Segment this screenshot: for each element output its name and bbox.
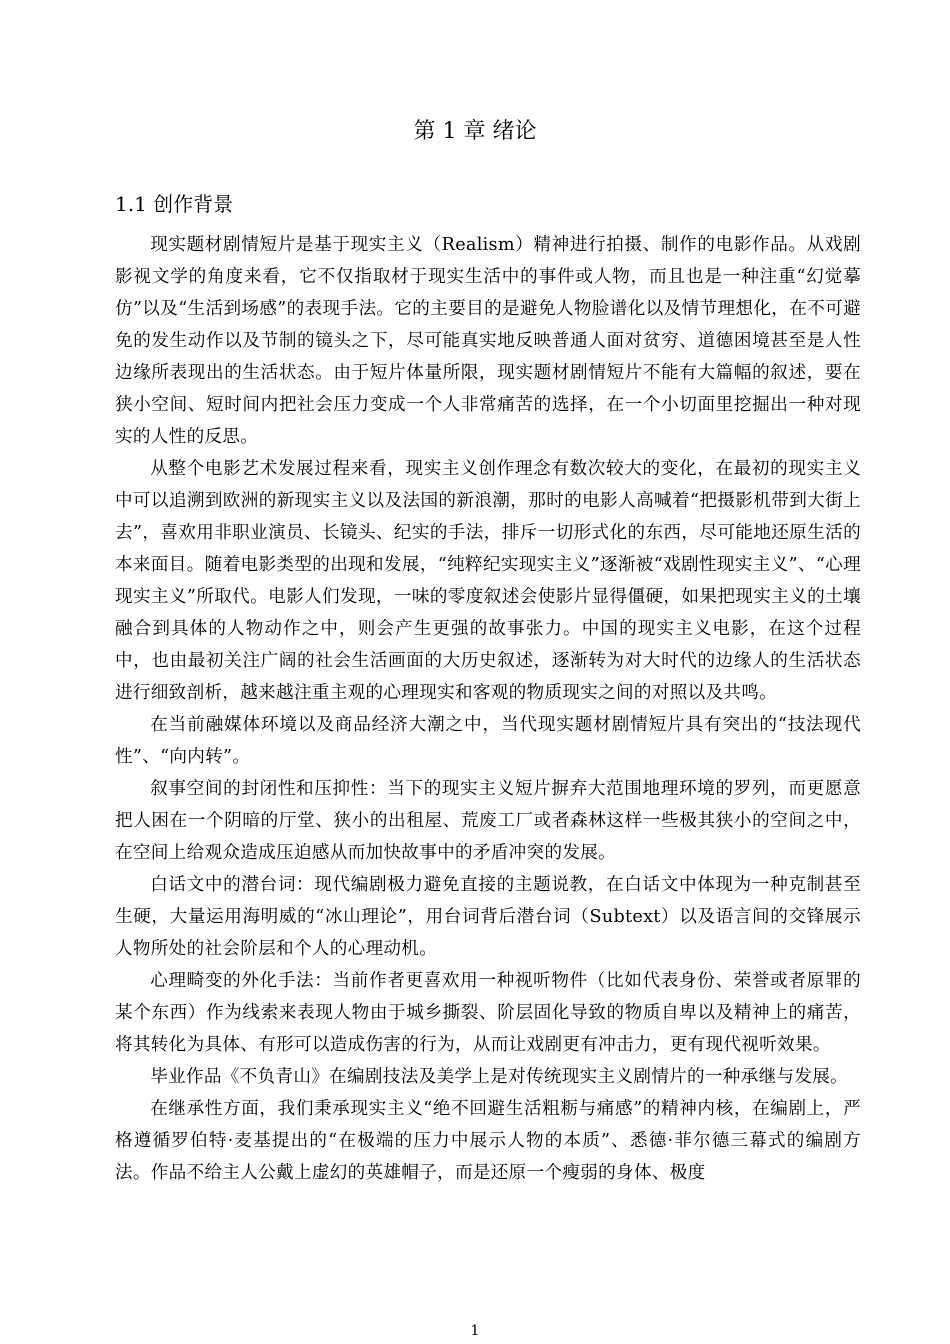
paragraph-7: 毕业作品《不负青山》在编剧技法及美学上是对传统现实主义剧情片的一种承继与发展。 — [150, 1067, 849, 1087]
page-number: 1 — [470, 1323, 480, 1339]
paragraph-2: 从整个电影艺术发展过程来看，现实主义创作理念有数次较大的变化，在最初的现实主义中可以追溯到欧洲的新现实主义以及法国的新浪潮，那时的电影人高喊着“把摄影机带到大街上去”，喜欢用非职业演员、长镜头、纪实的手法，排斥一切形式化的东西，尽可能地还原生活的本来面目。随着电影类型的出现和发展，“纯粹纪实现实主义”逐渐被“戏剧性现实主义”、“心理现实主义”所取代。电影人们发现，一味的零度叙述会使影片显得僵硬，如果把现实主义的土壤融合到具体的人物动作之中，则会产生更强的故事张力。中国的现实主义电影，在这个过程中，也由最初关注广阔的社会生活画面的大历史叙述，逐渐转为对大时代的边缘人的生活状态进行细致剖析，越来越注重主观的心理现实和客观的物质现实之间的对照以及共鸣。 — [115, 459, 861, 703]
paragraph-4: 叙事空间的封闭性和压抑性：当下的现实主义短片摒弃大范围地理环境的罗列，而更愿意把人困在一个阴暗的厅堂、狭小的出租屋、荒废工厂或者森林这样一些极其狭小的空间之中，在空间上给观众造成压迫感从而加快故事中的矛盾冲突的发展。 — [115, 779, 861, 863]
paragraph-8: 在继承性方面，我们秉承现实主义“绝不回避生活粗粝与痛感”的精神内核，在编剧上，严格遵循罗伯特·麦基提出的“在极端的压力中展示人物的本质”、悉德·菲尔德三幕式的编剧方法。作品不给主人公戴上虚幻的英雄帽子，而是还原一个瘦弱的身体、极度 — [115, 1099, 861, 1183]
chapter-title: 第 1 章 绪论 — [413, 119, 537, 144]
paragraph-5: 白话文中的潜台词：现代编剧极力避免直接的主题说教，在白话文中体现为一种克制甚至生硬，大量运用海明威的“冰山理论”，用台词背后潜台词（Subtext）以及语言间的交锋展示人物所处的社会阶层和个人的心理动机。 — [115, 875, 861, 959]
paragraph-6: 心理畸变的外化手法：当前作者更喜欢用一种视听物件（比如代表身份、荣誉或者原罪的某个东西）作为线索来表现人物由于城乡撕裂、阶层固化导致的物质自卑以及精神上的痛苦，将其转化为具体、有形可以造成伤害的行为，从而让戏剧更有冲击力，更有现代视听效果。 — [115, 971, 861, 1055]
paragraph-1: 现实题材剧情短片是基于现实主义（Realism）精神进行拍摄、制作的电影作品。从戏剧影视文学的角度来看，它不仅指取材于现实生活中的事件或人物，而且也是一种注重“幻觉摹仿”以及“生活到场感”的表现手法。它的主要目的是避免人物脸谱化以及情节理想化，在不可避免的发生动作以及节制的镜头之下，尽可能真实地反映普通人面对贫穷、道德困境甚至是人性边缘所表现出的生活状态。由于短片体量所限，现实题材剧情短片不能有大篇幅的叙述，要在狭小空间、短时间内把社会压力变成一个人非常痛苦的选择，在一个小切面里挖掘出一种对现实的人性的反思。 — [115, 235, 861, 447]
body-text — [115, 229, 861, 1189]
section-title: 1.1 创作背景 — [115, 192, 234, 216]
paragraph-3: 在当前融媒体环境以及商品经济大潮之中，当代现实题材剧情短片具有突出的“技法现代性”、“向内转”。 — [115, 715, 861, 767]
